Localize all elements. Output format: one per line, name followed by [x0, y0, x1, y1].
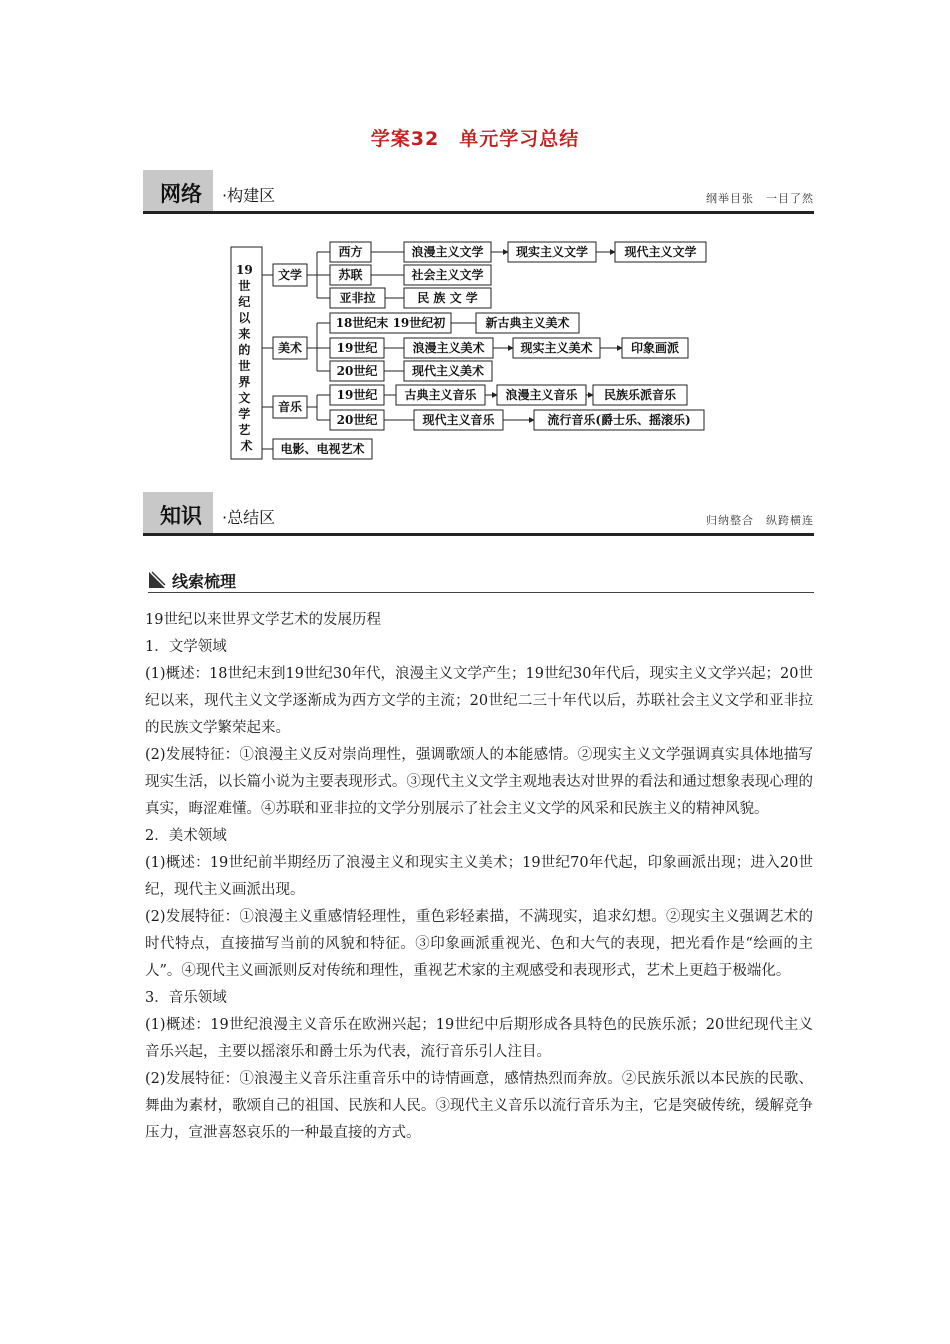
heading-art: 2．美术领域	[145, 828, 227, 844]
paragraph-art-overview: (1)概述：19世纪前半期经历了浪漫主义和现实主义美术；19世纪70年代起，印象画派出现；进入20世纪，现代主义画派出现。	[145, 855, 813, 898]
subheading	[148, 569, 814, 593]
node-art-1819: 18世纪末 19世纪初	[335, 316, 446, 330]
section-header-subtitle: ·构建区	[222, 186, 276, 205]
paragraph-music-overview: (1)概述：19世纪浪漫主义音乐在欧洲兴起；19世纪中后期形成各具特色的民族乐派；20世纪现代主义音乐兴起，主要以摇滚乐和爵士乐为代表，流行音乐引人注目。	[145, 1017, 813, 1060]
node-lit-socialist: 社会主义文学	[411, 268, 484, 282]
concept-diagram	[0, 0, 950, 470]
diagram-root-label: 19 世 纪 以 来 的 世 界 文 学 艺 术	[236, 263, 253, 453]
node-music-modern: 现代主义音乐	[422, 413, 495, 427]
page-title: 学案32 单元学习总结	[370, 128, 580, 150]
node-art-impression: 印象画派	[630, 341, 680, 355]
node-music-pop: 流行音乐(爵士乐、摇滚乐)	[547, 413, 691, 427]
node-lit-modern: 现代主义文学	[624, 245, 697, 259]
paragraph-art-features: (2)发展特征：①浪漫主义重感情轻理性，重色彩轻素描，不满现实，追求幻想。②现实主义强调艺术的时代特点，直接描写当前的风貌和特征。③印象画派重视光、色和大气的表现，把光看作是“绘画的主人”。④现代主义画派则反对传统和理性，重视艺术家的主观感受和表现形式，艺术上更趋于极端化。	[145, 909, 813, 979]
node-lit-romantic: 浪漫主义文学	[411, 245, 484, 259]
triangle-marker-icon	[148, 571, 166, 589]
heading-music: 3．音乐领域	[145, 990, 227, 1006]
node-art-neoclassical: 新古典主义美术	[485, 316, 570, 330]
node-art-19c: 19世纪	[336, 341, 378, 355]
section-header-motto: 纲举目张 一目了然	[706, 192, 814, 205]
node-lit-aflat: 亚非拉	[339, 291, 376, 305]
subheading-label: 线索梳理	[172, 572, 237, 591]
node-art-romantic: 浪漫主义美术	[412, 341, 485, 355]
node-lit-ussr: 苏联	[338, 268, 363, 282]
body-text	[145, 607, 813, 1147]
node-lit-realist: 现实主义文学	[515, 245, 589, 259]
paragraph-literature-features: (2)发展特征：①浪漫主义反对崇尚理性，强调歌颂人的本能感情。②现实主义文学强调真实具体地描写现实生活，以长篇小说为主要表现形式。③现代主义文学主观地表达对世界的看法和通过想象表现心理的真实，晦涩难懂。④苏联和亚非拉的文学分别展示了社会主义文学的风采和民族主义的精神风貌。	[145, 747, 813, 817]
node-music-classical: 古典主义音乐	[404, 388, 477, 402]
node-music-19c: 19世纪	[336, 388, 378, 402]
subheading-underline	[148, 592, 814, 593]
paragraph-music-features: (2)发展特征：①浪漫主义音乐注重音乐中的诗情画意，感情热烈而奔放。②民族乐派以本民族的民歌、舞曲为素材，歌颂自己的祖国、民族和人民。③现代主义音乐以流行音乐为主，它是突破传统，缓解竞争压力，宣泄喜怒哀乐的一种最直接的方式。	[145, 1071, 813, 1141]
section-header-knowledge	[143, 492, 814, 536]
heading-literature: 1．文学领域	[145, 639, 227, 655]
paragraph-literature-overview: (1)概述：18世纪末到19世纪30年代，浪漫主义文学产生；19世纪30年代后，现实主义文学兴起；20世纪以来，现代主义文学逐渐成为西方文学的主流；20世纪二三十年代以后，苏联社会主义文学和亚非拉的民族文学繁荣起来。	[145, 666, 813, 736]
node-music-romantic: 浪漫主义音乐	[505, 388, 578, 402]
node-music: 音乐	[277, 400, 303, 414]
section-header-rule	[143, 533, 814, 536]
node-literature: 文学	[277, 268, 303, 282]
node-lit-west: 西方	[338, 245, 363, 259]
section-header-subtitle: ·总结区	[222, 508, 276, 527]
node-music-national: 民族乐派音乐	[603, 388, 677, 402]
node-art-20c: 20世纪	[336, 364, 378, 378]
node-art-realist: 现实主义美术	[520, 341, 593, 355]
node-art-modern: 现代主义美术	[411, 364, 485, 378]
section-header-motto: 归纳整合 纵跨横连	[706, 514, 814, 527]
paragraph-intro: 19世纪以来世界文学艺术的发展历程	[145, 612, 381, 628]
node-film: 电影、电视艺术	[280, 442, 365, 456]
node-lit-national: 民 族 文 学	[417, 291, 478, 305]
node-art: 美术	[277, 341, 303, 355]
section-header-title: 网络	[160, 182, 202, 206]
node-music-20c: 20世纪	[336, 413, 378, 427]
section-header-title: 知识	[160, 504, 202, 528]
